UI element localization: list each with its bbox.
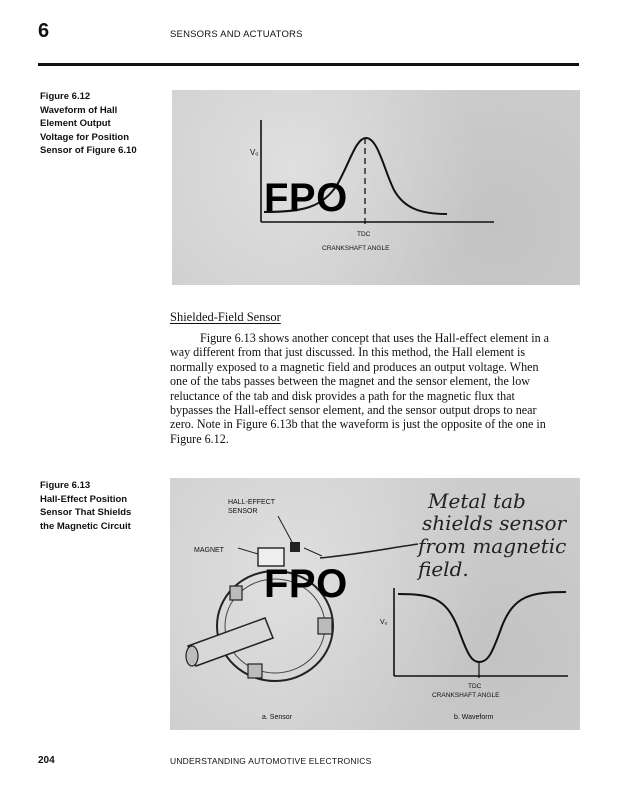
sensor-diagram	[170, 478, 580, 730]
subfigure-b-label: b. Waveform	[454, 714, 494, 721]
hall-effect-label-line-2: SENSOR	[228, 508, 258, 515]
handwritten-note-line: shields sensor	[422, 511, 567, 535]
paragraph-line: reluctance of the tab and disk provides a path for the magnetic flux that	[170, 388, 515, 403]
paragraph-line: bypasses the Hall-effect sensor element, and the sensor output drops to near	[170, 403, 537, 418]
figure-6-13-image	[170, 478, 580, 730]
magnet-label: MAGNET	[194, 547, 224, 554]
fpo-placeholder: FPO	[264, 562, 348, 606]
paragraph-line: one of the tabs passes between the magnet and the sensor element, the low	[170, 374, 531, 389]
x-axis-label: CRANKSHAFT ANGLE	[432, 692, 500, 699]
caption-line: Sensor That Shields	[40, 507, 132, 519]
body-paragraph	[170, 331, 582, 446]
caption-line: Voltage for Position	[40, 131, 130, 143]
handwritten-note-line: field.	[418, 557, 469, 581]
subfigure-a-label: a. Sensor	[262, 714, 292, 721]
paragraph-line: normally exposed to a magnetic field and produces an output voltage. When	[170, 359, 539, 374]
paragraph-line: Figure 6.12.	[170, 431, 229, 446]
caption-line: Waveform of Hall	[40, 104, 118, 116]
waveform-diagram	[172, 90, 580, 285]
caption-line: Hall-Effect Position	[40, 493, 128, 505]
caption-line: Figure 6.13	[40, 480, 91, 491]
caption-line: Sensor of Figure 6.10	[40, 145, 137, 157]
caption-line: the Magnetic Circuit	[40, 520, 131, 532]
y-axis-label: Vₒ	[380, 619, 388, 626]
hall-effect-label-line-1: HALL-EFFECT	[228, 499, 276, 506]
tdc-label: TDC	[468, 683, 482, 690]
caption-line: Element Output	[40, 118, 111, 130]
page-number: 204	[38, 755, 55, 766]
figure-6-12-image	[172, 90, 580, 285]
fpo-placeholder: FPO	[264, 176, 348, 220]
y-axis-label: Vₒ	[250, 148, 259, 157]
figure-6-13-caption	[40, 479, 165, 533]
chapter-title: SENSORS AND ACTUATORS	[170, 29, 303, 40]
handwritten-note-line: from magnetic	[418, 534, 567, 558]
caption-line: Figure 6.12	[40, 91, 91, 102]
section-heading: Shielded-Field Sensor	[170, 310, 281, 324]
handwritten-note-line: Metal tab	[428, 489, 526, 513]
paragraph-line: zero. Note in Figure 6.13b that the waveform is just the opposite of the one in	[170, 417, 546, 432]
paragraph-line: way different from that just discussed. In this method, the Hall element is	[170, 345, 526, 360]
x-axis-label: CRANKSHAFT ANGLE	[322, 245, 390, 252]
paragraph-line: Figure 6.13 shows another concept that uses the Hall-effect element in a	[200, 331, 550, 345]
figure-6-12-caption	[40, 90, 165, 158]
book-title: UNDERSTANDING AUTOMOTIVE ELECTRONICS	[170, 756, 372, 766]
tdc-label: TDC	[357, 231, 371, 238]
chapter-number: 6	[38, 20, 50, 42]
header-rule	[38, 63, 579, 66]
